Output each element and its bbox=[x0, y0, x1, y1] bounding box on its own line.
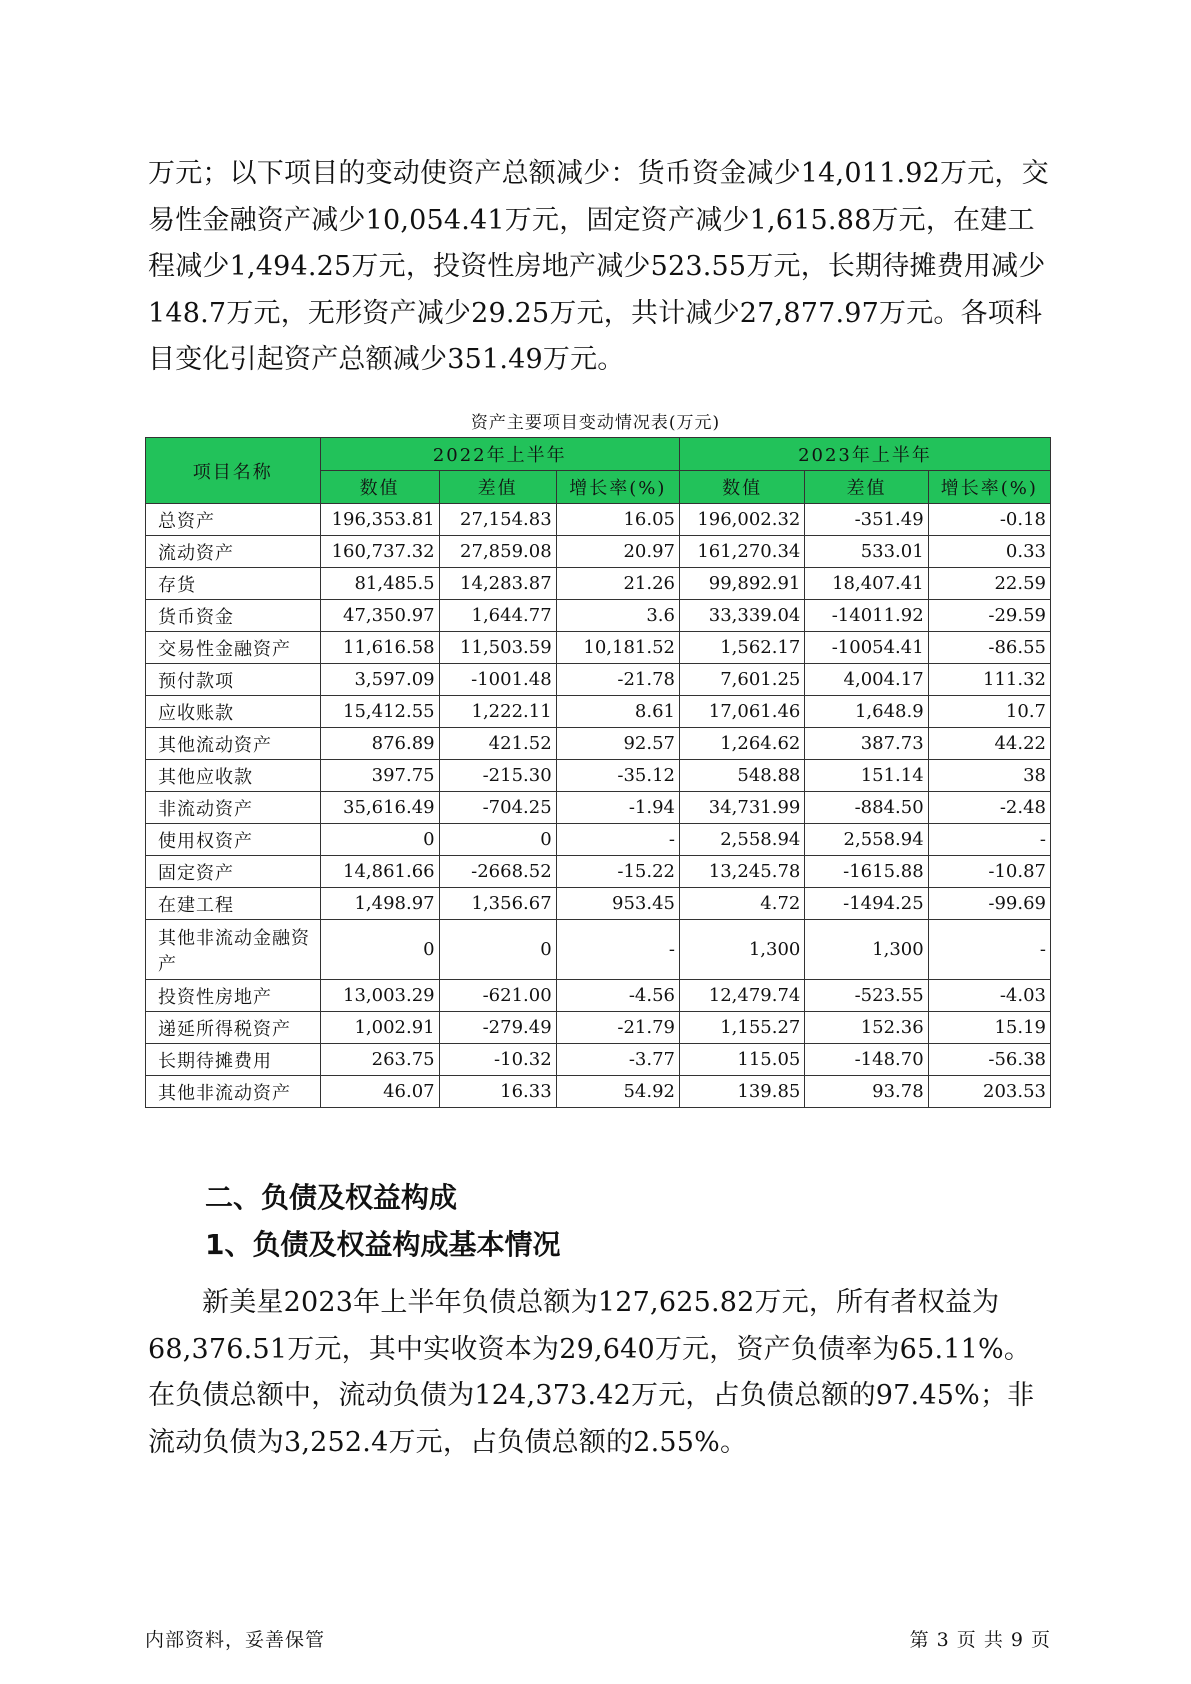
row-value-cell: 34,731.99 bbox=[679, 792, 804, 824]
row-value-cell: 15.19 bbox=[928, 1012, 1050, 1044]
row-item-name: 预付款项 bbox=[146, 664, 321, 696]
row-value-cell: -1001.48 bbox=[439, 664, 556, 696]
row-item-name: 交易性金融资产 bbox=[146, 632, 321, 664]
row-value-cell: -29.59 bbox=[928, 600, 1050, 632]
row-value-cell: 46.07 bbox=[320, 1076, 439, 1108]
row-value-cell: -4.03 bbox=[928, 980, 1050, 1012]
row-value-cell: 11,503.59 bbox=[439, 632, 556, 664]
header-diff-2022: 差值 bbox=[439, 471, 556, 504]
table-row bbox=[146, 1044, 1051, 1076]
row-value-cell: 0.33 bbox=[928, 536, 1050, 568]
row-value-cell: 151.14 bbox=[805, 760, 928, 792]
row-value-cell: 35,616.49 bbox=[320, 792, 439, 824]
row-item-name: 其他流动资产 bbox=[146, 728, 321, 760]
row-value-cell: -86.55 bbox=[928, 632, 1050, 664]
row-value-cell: 13,003.29 bbox=[320, 980, 439, 1012]
table-row bbox=[146, 696, 1051, 728]
row-value-cell: 14,861.66 bbox=[320, 856, 439, 888]
row-value-cell: 16.33 bbox=[439, 1076, 556, 1108]
row-value-cell: -56.38 bbox=[928, 1044, 1050, 1076]
row-value-cell: -1.94 bbox=[556, 792, 679, 824]
row-item-name: 其他非流动资产 bbox=[146, 1076, 321, 1108]
row-item-name: 其他非流动金融资产 bbox=[146, 920, 321, 980]
row-value-cell: 3.6 bbox=[556, 600, 679, 632]
row-value-cell: 1,222.11 bbox=[439, 696, 556, 728]
section-heading: 二、负债及权益构成 bbox=[205, 1181, 458, 1214]
row-value-cell: -704.25 bbox=[439, 792, 556, 824]
table-row bbox=[146, 568, 1051, 600]
row-value-cell: 387.73 bbox=[805, 728, 928, 760]
table-row bbox=[146, 632, 1051, 664]
row-value-cell: 1,300 bbox=[805, 920, 928, 980]
row-value-cell: -215.30 bbox=[439, 760, 556, 792]
row-value-cell: - bbox=[928, 824, 1050, 856]
row-value-cell: 196,353.81 bbox=[320, 504, 439, 536]
header-group-2023: 2023年上半年 bbox=[679, 438, 1050, 471]
row-value-cell: -1494.25 bbox=[805, 888, 928, 920]
row-value-cell: -1615.88 bbox=[805, 856, 928, 888]
table-row bbox=[146, 536, 1051, 568]
row-value-cell: 38 bbox=[928, 760, 1050, 792]
row-item-name: 应收账款 bbox=[146, 696, 321, 728]
row-value-cell: 1,002.91 bbox=[320, 1012, 439, 1044]
row-item-name: 长期待摊费用 bbox=[146, 1044, 321, 1076]
table-row bbox=[146, 792, 1051, 824]
row-value-cell: 13,245.78 bbox=[679, 856, 804, 888]
table-row bbox=[146, 504, 1051, 536]
row-value-cell: -21.78 bbox=[556, 664, 679, 696]
row-value-cell: 8.61 bbox=[556, 696, 679, 728]
row-value-cell: -621.00 bbox=[439, 980, 556, 1012]
row-value-cell: 1,264.62 bbox=[679, 728, 804, 760]
table-row bbox=[146, 664, 1051, 696]
row-value-cell: 139.85 bbox=[679, 1076, 804, 1108]
row-item-name: 递延所得税资产 bbox=[146, 1012, 321, 1044]
row-value-cell: 33,339.04 bbox=[679, 600, 804, 632]
row-value-cell: -523.55 bbox=[805, 980, 928, 1012]
row-value-cell: -3.77 bbox=[556, 1044, 679, 1076]
asset-change-table bbox=[145, 437, 1051, 1108]
row-value-cell: 548.88 bbox=[679, 760, 804, 792]
row-value-cell: 92.57 bbox=[556, 728, 679, 760]
row-value-cell: 20.97 bbox=[556, 536, 679, 568]
row-value-cell: 7,601.25 bbox=[679, 664, 804, 696]
row-value-cell: 1,644.77 bbox=[439, 600, 556, 632]
header-diff-2023: 差值 bbox=[805, 471, 928, 504]
table-row bbox=[146, 980, 1051, 1012]
row-value-cell: -148.70 bbox=[805, 1044, 928, 1076]
row-value-cell: 22.59 bbox=[928, 568, 1050, 600]
row-value-cell: 1,498.97 bbox=[320, 888, 439, 920]
row-value-cell: 21.26 bbox=[556, 568, 679, 600]
row-value-cell: 397.75 bbox=[320, 760, 439, 792]
row-item-name: 在建工程 bbox=[146, 888, 321, 920]
row-value-cell: -279.49 bbox=[439, 1012, 556, 1044]
row-item-name: 货币资金 bbox=[146, 600, 321, 632]
row-value-cell: 160,737.32 bbox=[320, 536, 439, 568]
row-value-cell: -35.12 bbox=[556, 760, 679, 792]
footer-page-number: 第 3 页 共 9 页 bbox=[909, 1629, 1051, 1651]
row-value-cell: 1,562.17 bbox=[679, 632, 804, 664]
table-body bbox=[146, 504, 1051, 1108]
row-value-cell: -351.49 bbox=[805, 504, 928, 536]
row-value-cell: 533.01 bbox=[805, 536, 928, 568]
row-value-cell: 953.45 bbox=[556, 888, 679, 920]
row-value-cell: -14011.92 bbox=[805, 600, 928, 632]
table-row bbox=[146, 1076, 1051, 1108]
table-row bbox=[146, 920, 1051, 980]
row-value-cell: -21.79 bbox=[556, 1012, 679, 1044]
header-item-name: 项目名称 bbox=[146, 438, 321, 504]
header-growth-2023: 增长率(%) bbox=[928, 471, 1050, 504]
row-value-cell: -884.50 bbox=[805, 792, 928, 824]
row-value-cell: 263.75 bbox=[320, 1044, 439, 1076]
row-item-name: 非流动资产 bbox=[146, 792, 321, 824]
row-value-cell: 81,485.5 bbox=[320, 568, 439, 600]
row-value-cell: -0.18 bbox=[928, 504, 1050, 536]
row-item-name: 固定资产 bbox=[146, 856, 321, 888]
table-row bbox=[146, 600, 1051, 632]
row-value-cell: -4.56 bbox=[556, 980, 679, 1012]
row-value-cell: 10,181.52 bbox=[556, 632, 679, 664]
sub-heading: 1、负债及权益构成基本情况 bbox=[205, 1228, 561, 1261]
row-value-cell: 47,350.97 bbox=[320, 600, 439, 632]
row-value-cell: 4.72 bbox=[679, 888, 804, 920]
row-value-cell: 99,892.91 bbox=[679, 568, 804, 600]
body-paragraph-liabilities: 新美星2023年上半年负债总额为127,625.82万元，所有者权益为68,376.51万元，其中实收资本为29,640万元，资产负债率为65.11%。在负债总额中，流动负债为124,373.42万元，占负债总额的97.45%；非流动负债为3,252.4万元，占负债总额的2.55%。 bbox=[148, 1287, 1035, 1458]
header-group-2022: 2022年上半年 bbox=[320, 438, 679, 471]
row-value-cell: 203.53 bbox=[928, 1076, 1050, 1108]
row-value-cell: -2.48 bbox=[928, 792, 1050, 824]
row-value-cell: 0 bbox=[320, 920, 439, 980]
row-value-cell: 54.92 bbox=[556, 1076, 679, 1108]
row-item-name: 使用权资产 bbox=[146, 824, 321, 856]
table-row bbox=[146, 856, 1051, 888]
row-value-cell: 0 bbox=[439, 920, 556, 980]
row-value-cell: 1,300 bbox=[679, 920, 804, 980]
row-value-cell: 12,479.74 bbox=[679, 980, 804, 1012]
row-value-cell: 161,270.34 bbox=[679, 536, 804, 568]
table-caption: 资产主要项目变动情况表(万元) bbox=[470, 413, 721, 433]
row-value-cell: 421.52 bbox=[439, 728, 556, 760]
row-value-cell: 152.36 bbox=[805, 1012, 928, 1044]
row-value-cell: -15.22 bbox=[556, 856, 679, 888]
body-paragraph-assets-decrease: 万元；以下项目的变动使资产总额减少：货币资金减少14,011.92万元，交易性金融资产减少10,054.41万元，固定资产减少1,615.88万元，在建工程减少1,494.25万元，投资性房地产减少523.55万元，长期待摊费用减少148.7万元，无形资产减少29.25万元，共计减少27,877.97万元。各项科目变化引起资产总额减少351.49万元。 bbox=[148, 158, 1049, 375]
row-value-cell: -10.87 bbox=[928, 856, 1050, 888]
row-value-cell: 15,412.55 bbox=[320, 696, 439, 728]
row-value-cell: 1,356.67 bbox=[439, 888, 556, 920]
row-value-cell: 0 bbox=[320, 824, 439, 856]
table-row bbox=[146, 760, 1051, 792]
row-value-cell: -10054.41 bbox=[805, 632, 928, 664]
row-value-cell: - bbox=[556, 824, 679, 856]
row-value-cell: 93.78 bbox=[805, 1076, 928, 1108]
row-value-cell: - bbox=[928, 920, 1050, 980]
row-value-cell: 876.89 bbox=[320, 728, 439, 760]
table-row bbox=[146, 728, 1051, 760]
row-value-cell: 196,002.32 bbox=[679, 504, 804, 536]
row-value-cell: 1,155.27 bbox=[679, 1012, 804, 1044]
row-value-cell: 44.22 bbox=[928, 728, 1050, 760]
row-item-name: 存货 bbox=[146, 568, 321, 600]
footer-confidential-note: 内部资料，妥善保管 bbox=[145, 1629, 326, 1651]
row-value-cell: 111.32 bbox=[928, 664, 1050, 696]
row-value-cell: 11,616.58 bbox=[320, 632, 439, 664]
row-value-cell: 17,061.46 bbox=[679, 696, 804, 728]
row-value-cell: -10.32 bbox=[439, 1044, 556, 1076]
row-value-cell: - bbox=[556, 920, 679, 980]
header-growth-2022: 增长率(%) bbox=[556, 471, 679, 504]
row-value-cell: 2,558.94 bbox=[805, 824, 928, 856]
row-value-cell: 115.05 bbox=[679, 1044, 804, 1076]
table-row bbox=[146, 1012, 1051, 1044]
row-value-cell: -99.69 bbox=[928, 888, 1050, 920]
header-value-2023: 数值 bbox=[679, 471, 804, 504]
header-value-2022: 数值 bbox=[320, 471, 439, 504]
row-value-cell: 3,597.09 bbox=[320, 664, 439, 696]
row-item-name: 其他应收款 bbox=[146, 760, 321, 792]
row-value-cell: 2,558.94 bbox=[679, 824, 804, 856]
row-value-cell: 27,154.83 bbox=[439, 504, 556, 536]
row-item-name: 流动资产 bbox=[146, 536, 321, 568]
row-value-cell: 27,859.08 bbox=[439, 536, 556, 568]
table-row bbox=[146, 824, 1051, 856]
row-value-cell: 18,407.41 bbox=[805, 568, 928, 600]
row-item-name: 投资性房地产 bbox=[146, 980, 321, 1012]
table-row bbox=[146, 888, 1051, 920]
row-value-cell: 16.05 bbox=[556, 504, 679, 536]
row-value-cell: 14,283.87 bbox=[439, 568, 556, 600]
row-value-cell: 10.7 bbox=[928, 696, 1050, 728]
row-value-cell: 0 bbox=[439, 824, 556, 856]
row-value-cell: 4,004.17 bbox=[805, 664, 928, 696]
row-value-cell: -2668.52 bbox=[439, 856, 556, 888]
row-item-name: 总资产 bbox=[146, 504, 321, 536]
row-value-cell: 1,648.9 bbox=[805, 696, 928, 728]
